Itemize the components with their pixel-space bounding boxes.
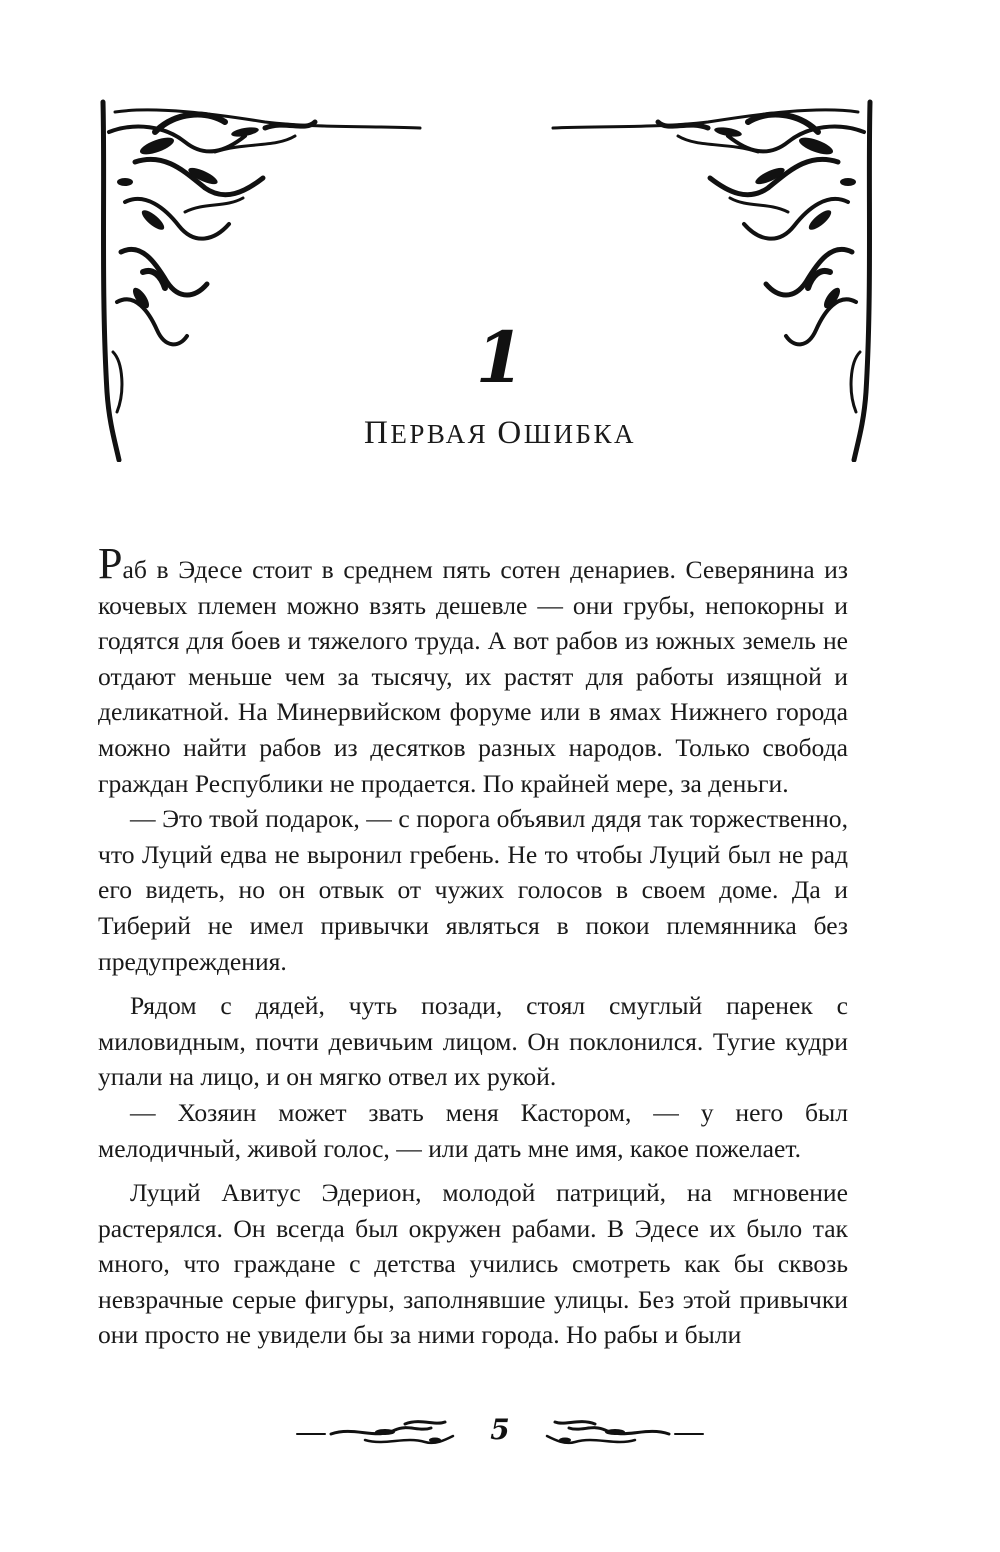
left-corner-ornament <box>95 92 425 462</box>
chapter-title <box>0 413 1000 454</box>
paragraph: — Это твой подарок, — с порога объявил дядя так торжественно, что Луций едва не выронил гребень. Не то чтобы Луций был не рад его видеть, но он отвык от чужих голосов в своем доме. Да и Тиберий не имел привычки являться в покои племянника без предупреждения. <box>98 804 848 976</box>
paragraph: Луций Авитус Эдерион, молодой патриций, на мгновение растерялся. Он всегда был окружен рабами. В Эдесе их было так много, что граждане с детства учились смотреть как бы сквозь невзрачные серые фигуры, заполнявшие улицы. Без этой привычки они просто не увидели бы за ними города. Но рабы и были <box>98 1178 848 1350</box>
paragraph-text: аб в Эдесе стоит в среднем пять сотен денариев. Северянина из кочевых племен можно взять дешевле — они грубы, непокорны и годятся для боев и тяжелого труда. А вот рабов из южных земель не отдают меньше чем за тысячу, их растят для работы изящной и деликатной. На Минервийском форуме или в ямах Нижнего города можно найти рабов из десятков разных народов. Только свобода граждан Республики не продается. По крайней мере, за деньги. <box>98 555 848 798</box>
chapter-body <box>98 539 848 1353</box>
chapter-number: 1 <box>475 316 525 399</box>
chapter-title-initial-2: О <box>497 415 524 451</box>
right-corner-ornament <box>548 92 878 462</box>
page-number: 5 <box>490 1413 510 1446</box>
paragraph: Рядом с дядей, чуть позади, стоял смуглый паренек с миловидным, почти девичьим лицом. Он поклонился. Тугие кудри упали на лицо, и он мягко отвел их рукой. <box>98 991 848 1092</box>
chapter-title-part-1: ЕРВАЯ <box>390 419 498 449</box>
chapter-title-part-2: ШИБКА <box>523 419 636 449</box>
chapter-title-initial-1: П <box>363 415 391 451</box>
paragraph: — Хозяин может звать меня Кастором, — у него был мелодичный, живой голос, — или дать мне имя, какое пожелает. <box>98 1097 848 1163</box>
paragraph <box>98 539 848 801</box>
drop-cap: Р <box>98 539 123 588</box>
